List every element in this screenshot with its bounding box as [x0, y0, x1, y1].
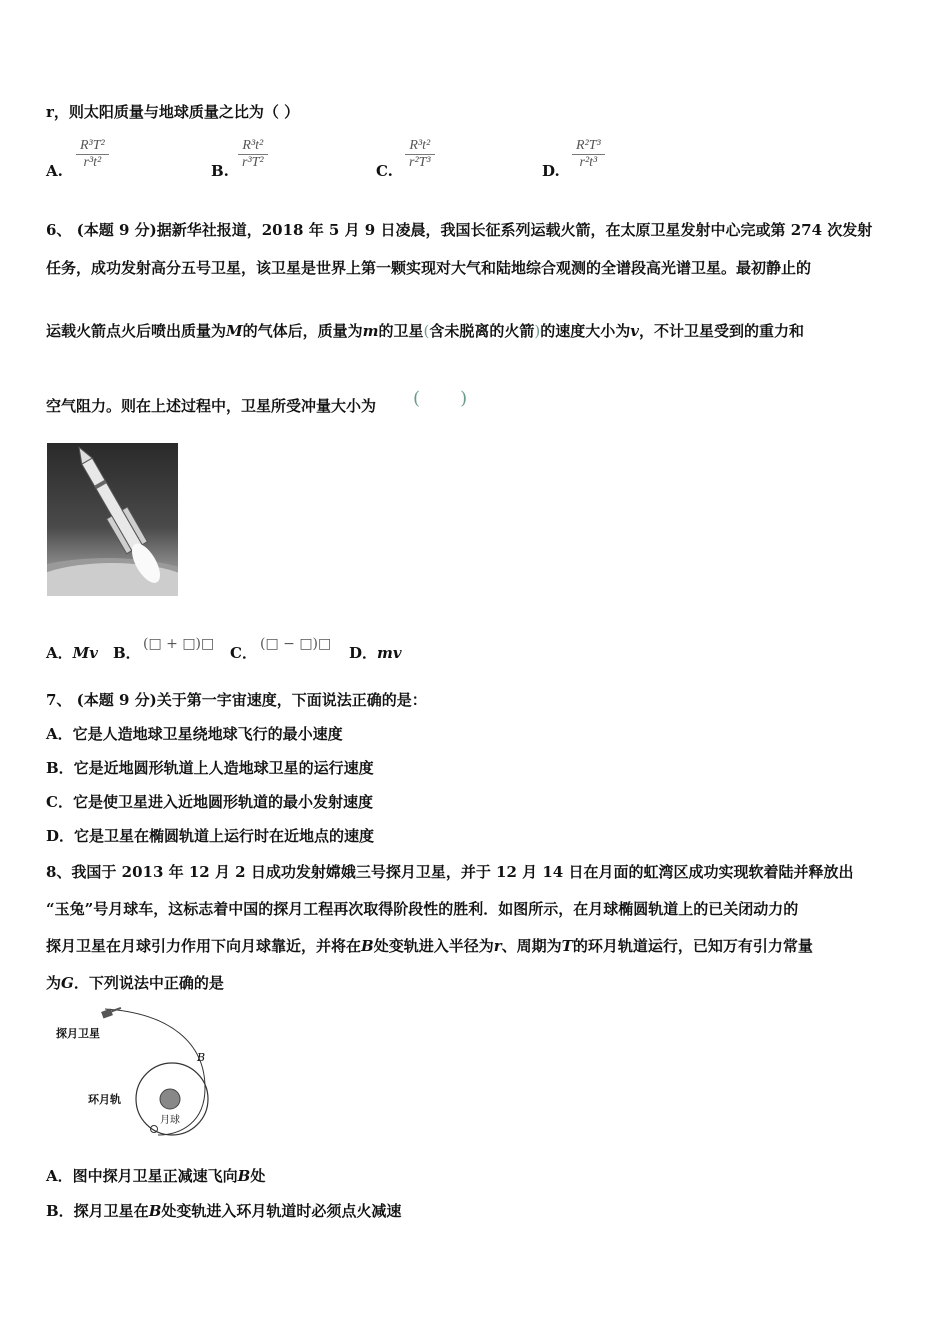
right-paren: ) — [534, 322, 541, 340]
q6-option-b-label: B． — [113, 644, 141, 662]
q6-option-c-expression: (□ − □)□ — [260, 636, 332, 652]
q6-options: A．Mv — [46, 644, 98, 662]
fraction-denominator: r³T² — [242, 155, 264, 170]
fraction-numerator: R³t² — [405, 138, 435, 155]
q7-stem: 7、 (本题 9 分)关于第一宇宙速度，下面说法正确的是： — [46, 691, 427, 709]
q5-option-a-fraction — [76, 138, 109, 171]
q8-line-2: “玉兔”号月球车，这标志着中国的探月工程再次取得阶段性的胜利．如图所示，在月球椭圆轨道上的已关闭动力的 — [46, 900, 799, 918]
orbit-diagram-icon — [60, 1003, 230, 1143]
q6-line-4: 空气阻力。则在上述过程中，卫星所受冲量大小为 — [46, 397, 377, 415]
label-satellite: 探月卫星 — [56, 1027, 100, 1040]
rocket-icon — [47, 443, 178, 596]
q6-line-3: 运载火箭点火后喷出质量为M的气体后，质量为m的卫星(含未脱离的火箭)的速度大小为v，不计卫星受到的重力和 — [46, 322, 805, 340]
fraction-numerator: R³t² — [238, 138, 268, 155]
q6-option-c-label: C． — [230, 644, 257, 662]
q7-option-a: A．它是人造地球卫星绕地球飞行的最小速度 — [46, 725, 343, 743]
q7-option-b: B．它是近地圆形轨道上人造地球卫星的运行速度 — [46, 759, 374, 777]
q8-line-1: 8、我国于 2013 年 12 月 2 日成功发射嫦娥三号探月卫星，并于 12 月 14 日在月面的虹湾区成功实现软着陆并释放出 — [46, 863, 854, 881]
q6-line-1: 6、 (本题 9 分)据新华社报道，2018 年 5 月 9 日凌晨，我国长征系列运载火箭，在太原卫星发射中心完或第 274 次发射 — [46, 221, 873, 239]
variable-m: m — [362, 322, 379, 340]
q5-option-a-label: A. — [46, 162, 63, 180]
fraction-denominator: r²T³ — [409, 155, 431, 170]
q7-option-c: C．它是使卫星进入近地圆形轨道的最小发射速度 — [46, 793, 373, 811]
q7-option-d: D．它是卫星在椭圆轨道上运行时在近地点的速度 — [46, 827, 375, 845]
lunar-orbit-diagram — [56, 1003, 230, 1143]
fraction-numerator: R³T² — [76, 138, 109, 155]
fraction-numerator: R²T³ — [572, 138, 605, 155]
q6-line-2: 任务，成功发射高分五号卫星，该卫星是世界上第一颗实现对大气和陆地综合观测的全谱段高光谱卫星。最初静止的 — [46, 259, 812, 277]
label-moon: 月球 — [160, 1115, 180, 1126]
rocket-launch-image — [47, 443, 178, 596]
q5-option-b-label: B. — [211, 162, 229, 180]
q8-line-4: 为G．下列说法中正确的是 — [46, 974, 224, 992]
label-point-b: B — [197, 1051, 206, 1064]
q8-line-3: 探月卫星在月球引力作用下向月球靠近，并将在B处变轨进入半径为r、周期为T的环月轨道运行，已知万有引力常量 — [46, 937, 813, 955]
q6-option-d: D．mv — [349, 644, 402, 662]
q8-option-a: A．图中探月卫星正减速飞向B处 — [46, 1167, 266, 1185]
answer-blank-paren: ( ) — [413, 388, 468, 409]
q5-option-c-fraction — [405, 138, 435, 171]
label-lunar-orbit: 环月轨 — [88, 1093, 121, 1106]
left-paren: ( — [423, 322, 430, 340]
q5-option-d-fraction — [572, 138, 605, 171]
q5-option-c-label: C. — [376, 162, 393, 180]
fraction-denominator: r²t³ — [579, 155, 598, 170]
variable-M: M — [226, 322, 243, 340]
q5-option-d-label: D. — [542, 162, 560, 180]
q5-option-b-fraction — [238, 138, 268, 171]
q6-option-b-expression: (□ + □)□ — [143, 636, 215, 652]
q5-stem: r，则太阳质量与地球质量之比为（ ） — [46, 103, 300, 121]
variable-v: v — [630, 322, 639, 340]
q8-option-b: B．探月卫星在B处变轨进入环月轨道时必须点火减速 — [46, 1202, 402, 1220]
fraction-denominator: r³t² — [83, 155, 102, 170]
